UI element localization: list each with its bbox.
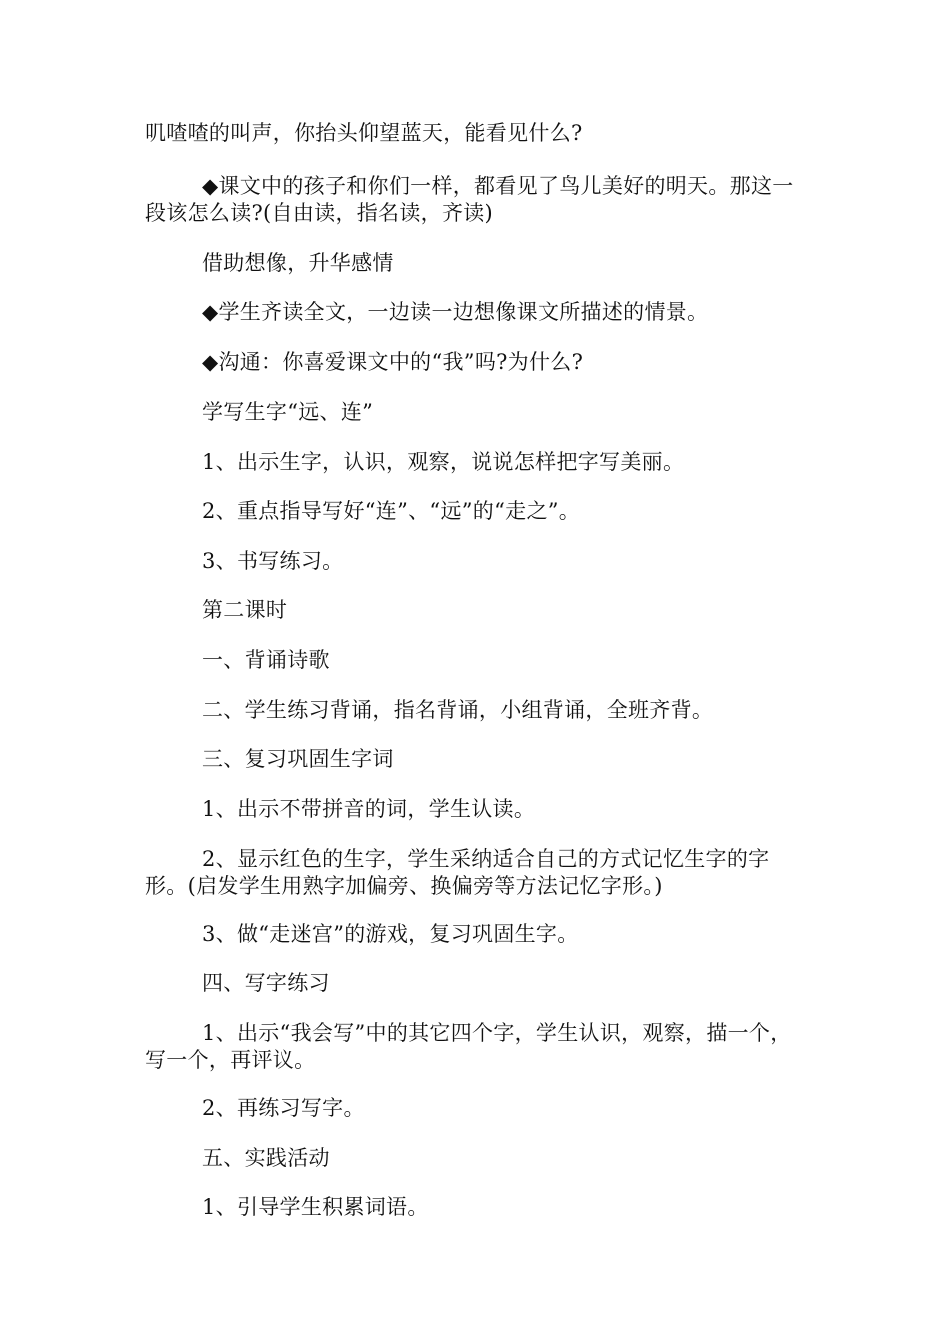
section-heading-1: 一、背诵诗歌 (202, 648, 330, 672)
paragraph-2: ◆课文中的孩子和你们一样，都看见了鸟儿美好的明天。那这一段该怎么读?(自由读，指名读，齐读) (145, 174, 794, 225)
paragraph-5: 二、学生练习背诵，指名背诵，小组背诵，全班齐背。 (202, 698, 714, 722)
list-item-8: 2、再练习写字。 (202, 1096, 365, 1120)
list-item-6: 3、做“走迷宫”的游戏，复习巩固生字。 (202, 922, 579, 946)
list-item-3: 3、书写练习。 (202, 549, 344, 573)
list-item-5: 2、显示红色的生字，学生采纳适合自己的方式记忆生字的字形。(启发学生用熟字加偏旁、换偏旁等方法记忆字形。) (145, 847, 770, 898)
paragraph-1: 叽喳喳的叫声，你抬头仰望蓝天，能看见什么? (145, 121, 583, 145)
list-item-9: 1、引导学生积累词语。 (202, 1195, 429, 1219)
paragraph-4: ◆沟通：你喜爱课文中的“我”吗?为什么? (202, 350, 584, 374)
lesson-heading: 第二课时 (202, 598, 288, 622)
section-heading-3: 三、复习巩固生字词 (202, 747, 394, 771)
section-heading-imagination: 借助想像，升华感情 (202, 251, 394, 275)
section-heading-writing: 学写生字“远、连” (202, 400, 374, 424)
list-item-2: 2、重点指导写好“连”、“远”的“走之”。 (202, 499, 581, 523)
list-item-7: 1、出示“我会写”中的其它四个字，学生认识，观察，描一个，写一个，再评议。 (145, 1021, 792, 1072)
list-item-1: 1、出示生字，认识，观察，说说怎样把字写美丽。 (202, 450, 685, 474)
section-heading-4: 四、写字练习 (202, 971, 330, 995)
paragraph-3: ◆学生齐读全文，一边读一边想像课文所描述的情景。 (202, 300, 709, 324)
list-item-4: 1、出示不带拼音的词，学生认读。 (202, 797, 536, 821)
section-heading-5: 五、实践活动 (202, 1146, 330, 1170)
